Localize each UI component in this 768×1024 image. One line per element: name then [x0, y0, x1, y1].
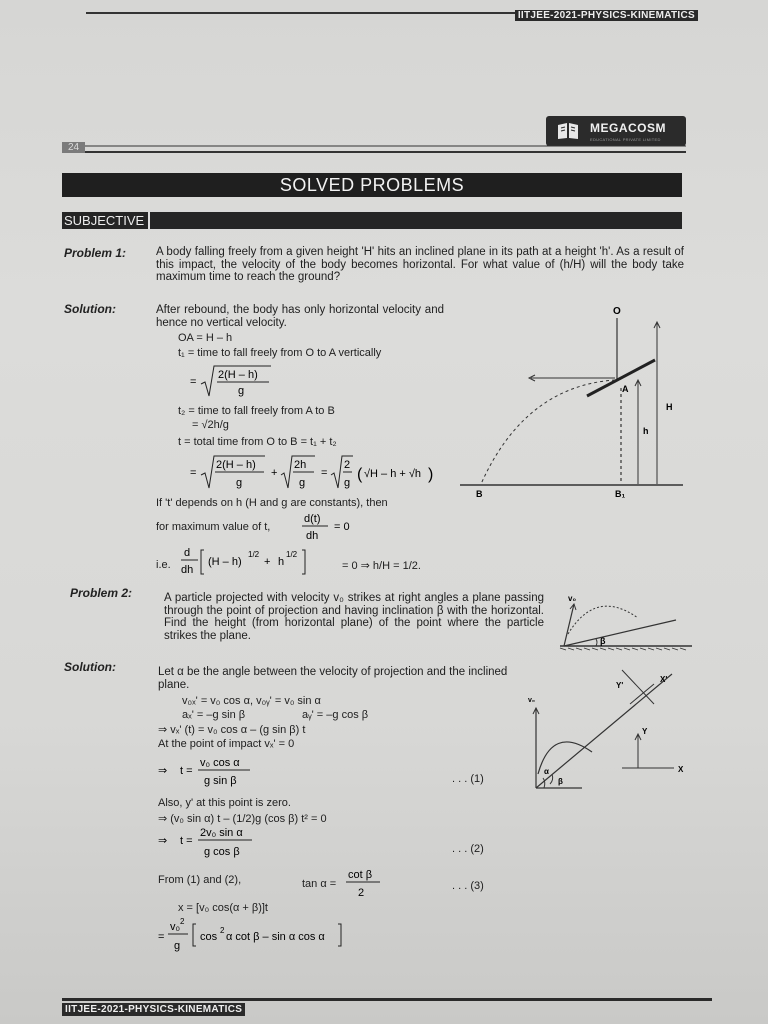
equation-number-1: . . . (1)	[452, 773, 484, 785]
vx-of-t: ⇒ vₓ' (t) = v₀ cos α – (g sin β) t	[158, 724, 306, 736]
svg-text:t =: t =	[180, 765, 193, 777]
logo-name: MEGACOSM	[590, 121, 666, 135]
svg-text:2: 2	[358, 887, 365, 899]
eq2-label: (2)	[470, 843, 484, 855]
x-final-formula	[158, 916, 358, 958]
label-O: O	[613, 306, 621, 317]
section-bar	[62, 212, 682, 229]
velocity-arrow	[564, 604, 574, 646]
label-v0: v₀	[568, 594, 577, 603]
velocity-components: v₀ₓ' = v₀ cos α, v₀ᵧ' = v₀ sin α	[182, 695, 321, 707]
solution-2-intro: Let α be the angle between the velocity of projection and the inclined plane.	[158, 666, 508, 691]
from-1-and-2: From (1) and (2),	[158, 874, 242, 886]
solved-problems-banner: SOLVED PROBLEMS	[62, 173, 682, 197]
figure-3-axes	[522, 664, 702, 794]
inclined-plane-line	[536, 674, 672, 788]
svg-text:√H – h + √h: √H – h + √h	[364, 468, 422, 480]
eq1-label: (1)	[470, 773, 484, 785]
label-v0: v₀	[528, 697, 536, 704]
problem-2-text: A particle projected with velocity v₀ strikes at right angles a plane passing through the point of projection and having inclination β with the horizontal. Find the height (from horizontal plane) of the point where the particle strikes the plane.	[164, 592, 544, 642]
svg-text:+: +	[264, 556, 271, 568]
label-h: h	[643, 426, 649, 436]
depends-text: If 't' depends on h (H and g are constants), then	[156, 497, 388, 509]
solution-1-intro: After rebound, the body has only horizontal velocity and hence no vertical velocity.	[156, 304, 444, 329]
y-prime-axis	[622, 670, 654, 704]
impact-condition: At the point of impact vₓ' = 0	[158, 738, 295, 750]
label-X-prime: X'	[660, 675, 668, 684]
total-time-definition: t = total time from O to B = t₁ + t₂	[178, 436, 337, 448]
svg-text:v₀ cos α: v₀ cos α	[200, 757, 240, 769]
svg-text:=: =	[158, 931, 165, 943]
acceleration-x: aₓ' = –g sin β	[182, 709, 246, 721]
solution-1-label: Solution:	[64, 302, 116, 316]
figure-1-inclined-plane	[455, 300, 695, 510]
svg-text:(: (	[357, 466, 363, 483]
svg-text:dh: dh	[306, 530, 319, 542]
svg-text:dh: dh	[181, 564, 194, 576]
svg-text:= 0: = 0	[334, 521, 350, 533]
derivative-condition	[300, 508, 370, 544]
eq3-label: (3)	[470, 880, 484, 892]
derivative-expression	[180, 544, 340, 582]
svg-text:v₀: v₀	[170, 921, 181, 933]
svg-text:): )	[428, 466, 434, 483]
label-H: H	[666, 402, 673, 412]
for-max-text: for maximum value of t,	[156, 521, 271, 533]
svg-text:g: g	[344, 477, 351, 489]
svg-text:=: =	[190, 376, 197, 388]
svg-text:2: 2	[220, 926, 225, 935]
svg-text:g sin β: g sin β	[204, 775, 237, 787]
acceleration-y: aᵧ' = –g cos β	[302, 709, 369, 721]
svg-text:d(t): d(t)	[304, 513, 321, 525]
label-Y: Y	[642, 727, 648, 736]
figure-2-projectile	[556, 590, 696, 652]
time-formula-1	[158, 752, 268, 790]
incline	[564, 620, 676, 646]
svg-text:2v₀ sin α: 2v₀ sin α	[200, 827, 243, 839]
svg-text:d: d	[184, 547, 191, 559]
t2-value: = √2h/g	[192, 419, 229, 431]
total-time-formula	[185, 448, 445, 494]
oa-equation: OA = H – h	[178, 332, 233, 344]
svg-text:g: g	[174, 940, 181, 952]
problem-1-text: A body falling freely from a given height 'H' hits an inclined plane in its path at a height 'h'. As a result of this impact, the velocity of the body becomes horizontal. For what value of (h/H) will the body take maximum time to reach the ground?	[156, 246, 684, 283]
label-B1: B₁	[615, 489, 626, 499]
label-alpha: α	[544, 767, 549, 776]
svg-text:1/2: 1/2	[248, 550, 260, 559]
label-beta: β	[600, 636, 606, 646]
problem-2-label: Problem 2:	[70, 586, 133, 600]
svg-text:=: =	[190, 467, 197, 479]
svg-text:=: =	[321, 467, 328, 479]
svg-text:+: +	[271, 467, 278, 479]
footer-tag: IITJEE-2021-PHYSICS-KINEMATICS	[62, 1003, 245, 1016]
equation-number-2: . . . (2)	[452, 843, 484, 855]
time-formula-2	[158, 822, 268, 862]
svg-text:cos: cos	[200, 931, 218, 943]
t1-formula	[185, 360, 275, 400]
label-X: X	[678, 765, 684, 774]
t2-definition: t₂ = time to fall freely from A to B	[178, 405, 335, 417]
svg-text:⇒: ⇒	[158, 835, 168, 847]
megacosm-logo	[546, 116, 686, 146]
svg-text:2(H – h): 2(H – h)	[216, 459, 256, 471]
ie-text: i.e.	[156, 559, 171, 571]
label-Y-prime: Y'	[616, 681, 624, 690]
equation-number-3: . . . (3)	[452, 880, 484, 892]
book-icon	[556, 122, 580, 140]
svg-text:cot β: cot β	[348, 869, 373, 881]
svg-text:g cos β: g cos β	[204, 846, 240, 858]
x-equation: x = [v₀ cos(α + β)]t	[178, 902, 268, 914]
y-zero-text: Also, y' at this point is zero.	[158, 797, 291, 809]
logo-tagline: EDUCATIONAL PRIVATE LIMITED	[590, 137, 661, 142]
svg-text:t =: t =	[180, 835, 193, 847]
svg-text:1/2: 1/2	[286, 550, 298, 559]
t1-definition: t₁ = time to fall freely from O to A vertically	[178, 347, 382, 359]
cot-beta-fraction	[344, 866, 384, 902]
page-number-bar	[62, 143, 686, 155]
svg-text:g: g	[238, 385, 245, 397]
label-B: B	[476, 489, 483, 499]
label-A: A	[622, 384, 629, 394]
label-beta: β	[558, 777, 563, 786]
svg-text:(H – h): (H – h)	[208, 556, 242, 568]
svg-text:α cot β – sin α cos α: α cot β – sin α cos α	[226, 931, 325, 943]
bottom-rule	[62, 998, 712, 1001]
tan-alpha: tan α =	[302, 878, 337, 890]
svg-text:2: 2	[344, 459, 351, 471]
y-equation: ⇒ (v₀ sin α) t – (1/2)g (cos β) t² = 0	[158, 813, 327, 825]
trajectory	[568, 606, 638, 634]
page-number: 24	[62, 142, 85, 153]
trajectory-curve	[481, 380, 615, 484]
section-label: SUBJECTIVE	[62, 212, 150, 229]
svg-text:2(H – h): 2(H – h)	[218, 369, 258, 381]
problem-1-label: Problem 1:	[64, 246, 127, 260]
svg-text:g: g	[299, 477, 306, 489]
header-tag: IITJEE-2021-PHYSICS-KINEMATICS	[515, 10, 698, 21]
svg-text:⇒: ⇒	[158, 765, 168, 777]
result-text: = 0 ⇒ h/H = 1/2.	[342, 560, 421, 572]
svg-text:h: h	[278, 556, 285, 568]
x-prime-axis	[630, 684, 654, 704]
solution-2-label: Solution:	[64, 660, 116, 674]
svg-text:2: 2	[180, 917, 185, 926]
svg-text:g: g	[236, 477, 243, 489]
svg-text:2h: 2h	[294, 459, 307, 471]
